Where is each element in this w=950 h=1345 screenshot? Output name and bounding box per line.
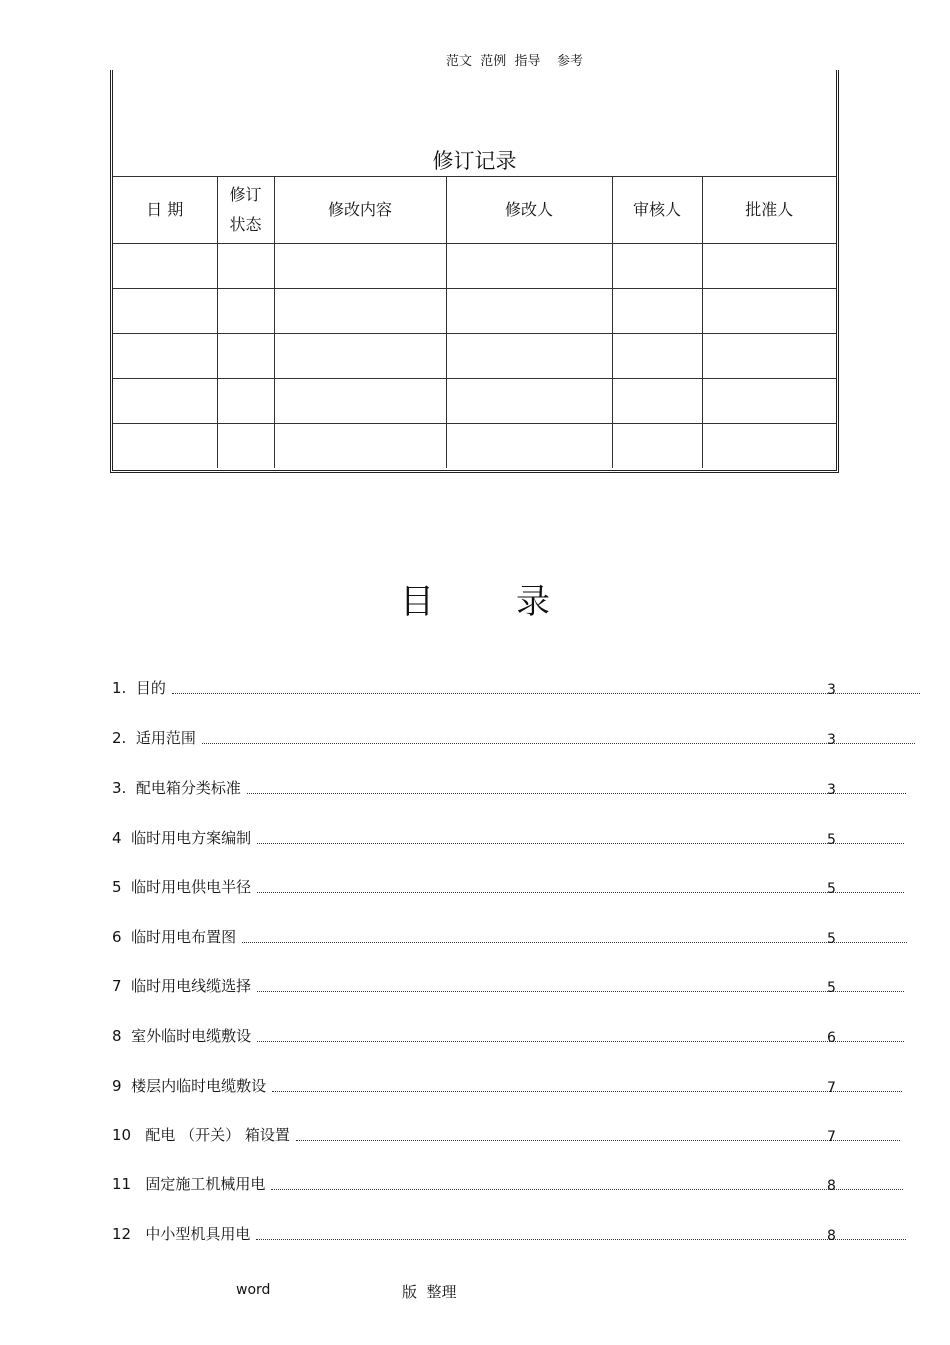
toc-item-page: 8 <box>827 1178 836 1194</box>
revision-cell[interactable] <box>113 244 217 289</box>
toc-leader-dots <box>271 1188 903 1190</box>
revision-column-header: 审核人 <box>612 177 702 244</box>
toc-item-page: 3 <box>827 732 836 748</box>
revision-column-header: 修改内容 <box>274 177 446 244</box>
toc-item[interactable] <box>112 1076 904 1096</box>
toc-item-page: 3 <box>827 682 836 698</box>
toc-item-page: 3 <box>827 782 836 798</box>
toc-item-label: 4 临时用电方案编制 <box>112 829 252 847</box>
toc-item[interactable] <box>112 976 906 996</box>
toc-leader-dots <box>257 842 904 844</box>
toc-item[interactable] <box>112 678 922 698</box>
revision-cell[interactable] <box>446 424 612 469</box>
revision-cell[interactable] <box>274 289 446 334</box>
revision-cell[interactable] <box>274 379 446 424</box>
toc-item-label: 12 中小型机具用电 <box>112 1225 251 1243</box>
footer-left: word <box>236 1282 271 1298</box>
revision-record-frame <box>110 70 839 473</box>
revision-cell[interactable] <box>217 334 274 379</box>
toc-item-page: 6 <box>827 1030 836 1046</box>
revision-row <box>113 244 836 289</box>
toc-leader-dots <box>257 990 904 992</box>
toc-item-page: 5 <box>827 931 836 947</box>
toc-leader-dots <box>257 1040 904 1042</box>
toc-item-label: 7 临时用电线缆选择 <box>112 977 252 995</box>
revision-cell[interactable] <box>446 289 612 334</box>
footer-right: 版 整理 <box>402 1283 457 1301</box>
toc-item[interactable] <box>112 828 906 848</box>
toc-leader-dots <box>202 742 915 744</box>
toc-item-label: 6 临时用电布置图 <box>112 928 237 946</box>
revision-column-header: 批准人 <box>702 177 836 244</box>
revision-cell[interactable] <box>113 334 217 379</box>
toc-item-page: 7 <box>827 1129 836 1145</box>
revision-record-table <box>113 176 836 468</box>
toc-item[interactable] <box>112 1174 905 1194</box>
toc-title-char: 目 <box>400 582 434 622</box>
toc-title-char: 录 <box>516 582 550 622</box>
revision-cell[interactable] <box>217 379 274 424</box>
revision-row <box>113 289 836 334</box>
revision-row <box>113 379 836 424</box>
revision-cell[interactable] <box>274 334 446 379</box>
revision-cell[interactable] <box>702 379 836 424</box>
toc-item-label: 5 临时用电供电半径 <box>112 878 252 896</box>
toc-item[interactable] <box>112 1224 908 1244</box>
revision-cell[interactable] <box>612 379 702 424</box>
revision-cell[interactable] <box>702 334 836 379</box>
toc-item-page: 5 <box>827 980 836 996</box>
revision-record-title: 修订记录 <box>432 149 517 173</box>
revision-cell[interactable] <box>217 244 274 289</box>
toc-leader-dots <box>272 1090 902 1092</box>
revision-cell[interactable] <box>446 244 612 289</box>
revision-cell[interactable] <box>612 424 702 469</box>
revision-cell[interactable] <box>113 379 217 424</box>
revision-cell[interactable] <box>702 289 836 334</box>
revision-cell[interactable] <box>446 379 612 424</box>
toc-leader-dots <box>172 692 920 694</box>
toc-item-label: 9 楼层内临时电缆敷设 <box>112 1077 267 1095</box>
revision-cell[interactable] <box>612 244 702 289</box>
toc-title <box>0 574 950 623</box>
toc-item-label: 11 固定施工机械用电 <box>112 1175 266 1193</box>
toc-leader-dots <box>257 891 904 893</box>
revision-row <box>113 424 836 469</box>
toc-item-label: 3. 配电箱分类标准 <box>112 779 241 797</box>
toc-leader-dots <box>242 941 907 943</box>
revision-cell[interactable] <box>274 244 446 289</box>
revision-column-header: 修改人 <box>446 177 612 244</box>
toc-item-page: 7 <box>827 1080 836 1096</box>
toc-leader-dots <box>247 792 906 794</box>
toc-item-label: 1. 目的 <box>112 679 166 697</box>
toc-item-page: 8 <box>827 1228 836 1244</box>
toc-item-label: 8 室外临时电缆敷设 <box>112 1027 252 1045</box>
toc-item-page: 5 <box>827 881 836 897</box>
toc-item[interactable] <box>112 778 908 798</box>
revision-cell[interactable] <box>702 244 836 289</box>
revision-cell[interactable] <box>217 424 274 469</box>
revision-cell[interactable] <box>113 289 217 334</box>
revision-cell[interactable] <box>612 289 702 334</box>
toc-item[interactable] <box>112 1125 902 1145</box>
revision-cell[interactable] <box>113 424 217 469</box>
revision-cell[interactable] <box>217 289 274 334</box>
toc-leader-dots <box>296 1139 900 1141</box>
toc-item[interactable] <box>112 927 909 947</box>
revision-cell[interactable] <box>274 424 446 469</box>
toc-item-page: 5 <box>827 832 836 848</box>
revision-cell[interactable] <box>612 334 702 379</box>
revision-cell[interactable] <box>702 424 836 469</box>
page-header: 范文 范例 指导 参考 <box>446 54 584 69</box>
revision-column-header: 日 期 <box>113 177 217 244</box>
toc-leader-dots <box>256 1238 906 1240</box>
revision-cell[interactable] <box>446 334 612 379</box>
toc-item-label: 10 配电 （开关） 箱设置 <box>112 1126 290 1144</box>
toc-item-label: 2. 适用范围 <box>112 729 196 747</box>
revision-row <box>113 334 836 379</box>
toc-item[interactable] <box>112 728 917 748</box>
toc-item[interactable] <box>112 1026 906 1046</box>
toc-item[interactable] <box>112 877 906 897</box>
revision-column-header: 修订 状态 <box>217 177 274 244</box>
